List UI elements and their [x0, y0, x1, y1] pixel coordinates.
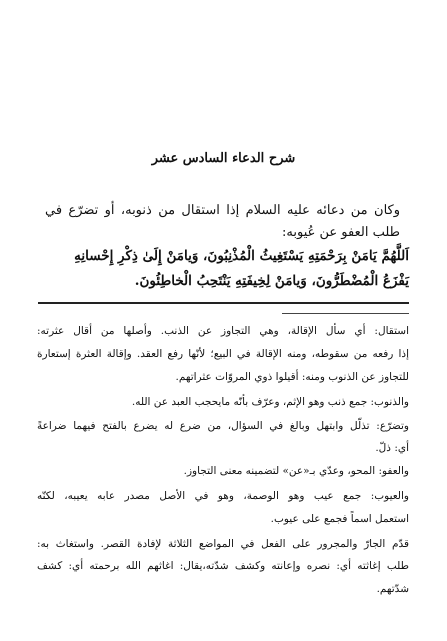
commentary-line: أي: ذلّ.	[375, 442, 409, 454]
intro-line: طلب العفو عن عُيوبه:	[282, 225, 400, 240]
commentary-line: للتجاوز عن الذنوب ومنه: أقيلوا ذوي المروّات عثراتهم.	[175, 371, 409, 383]
commentary-line: قدّم الجارّ والمجرور على الفعل في المواضع الثلاثة لإفادة القصر. واستغاث به:	[37, 538, 409, 550]
footnote-rule	[282, 313, 409, 314]
commentary-line: استقال: أي سأل الإقالة، وهي التجاوز عن الذنب. وأصلها من أقال عثرته:	[37, 325, 409, 337]
commentary-line: وتضرّع: تذلّل وابتهل وبالغ في السؤال، من ضرع له يضرع بالفتح فيهما ضراعةً	[37, 420, 409, 432]
commentary-line: إذا رفعه من سقوطه، ومنه الإقالة في البيع؛ لأنّها رفع العقد. وإقالة العثرة إستعارة	[37, 348, 409, 360]
intro-line: وكان من دعائه عليه السلام إذا استقال من ذنوبه، أو تضرّع في	[45, 203, 400, 218]
commentary-line: شدّتهم.	[376, 583, 409, 595]
page-title: شرح الدعاء السادس عشر	[151, 151, 296, 166]
dua-text-line: يَفْزَعُ الْمُضْطَرُّونَ، وَيامَنْ لِخِيفَتِهِ يَنْتَحِبُ الْخاطِئُونَ.	[134, 273, 409, 289]
commentary-line: والعيوب: جمع عيب وهو الوصمة، وهو في الأصل مصدر عابه يعيبه، لكنّه	[37, 490, 409, 502]
commentary-line: طلب إغاثته أي: نصره وإعانته وكشف شدّته،يقال: اغاثهم الله برحمته أي: كشف	[37, 560, 409, 572]
dua-text-line: اَللَّهُمَّ يَامَنْ بِرَحْمَتِهِ يَسْتَغِيثُ الْمُذْنِبُونَ، وَيامَنْ إِلَىٰ ذِكْرِ إِحْسانِهِ	[74, 248, 409, 264]
commentary-line: والعفو: المحو، وعدّي بـ«عن» لتضمينه معنى التجاوز.	[183, 465, 409, 477]
commentary-line: استعمل اسماً فجمع على عيوب.	[270, 513, 409, 525]
separator-rule	[38, 302, 409, 304]
commentary-line: والذنوب: جمع ذنب وهو الإثم، وعرّف بأنّه مايحجب العبد عن الله.	[131, 396, 409, 408]
